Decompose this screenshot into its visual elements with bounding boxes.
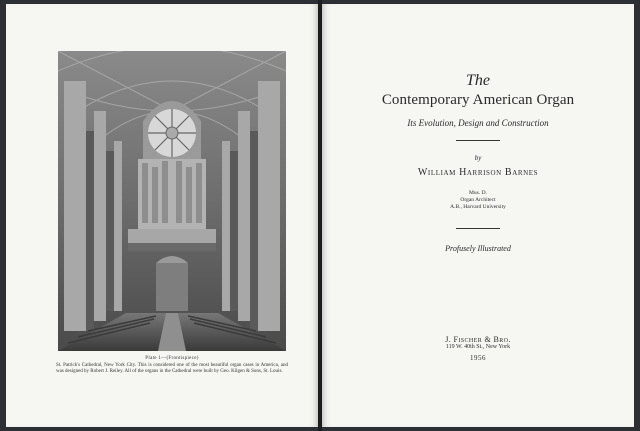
book-title: Contemporary American Organ [381,92,575,108]
credential-university: A.B., Harvard University [450,204,506,210]
photo-caption [56,356,288,375]
cathedral-photo [58,51,286,351]
publication-year: 1956 [470,354,486,362]
publisher-address: 119 W. 40th St., New York [445,344,511,350]
publisher-name: J. Fischer & Bro. [445,335,511,344]
by-line: by [474,154,482,162]
title-rule [456,140,500,141]
title-the: The [466,72,490,89]
caption-body: St. Patrick's Cathedral, New York City. This is considered one of the most beautiful organ cases in America, and was designed by Robert J. Reiley. All of the organs in the Cathedral were built by Geo. Kilgen & Sons, St. Louis. [56,363,288,374]
author-name: William Harrison Barnes [417,167,539,178]
credential-degree: Mus. D. [469,190,487,196]
author-rule [456,228,500,229]
illustrated-note: Profusely Illustrated [445,244,511,253]
book-subtitle: Its Evolution, Design and Construction [407,118,549,128]
left-page [6,4,318,427]
credential-title: Organ Architect [460,197,496,203]
caption-title: Plate 1—(Frontispiece) [145,356,199,361]
title-page [322,4,634,427]
